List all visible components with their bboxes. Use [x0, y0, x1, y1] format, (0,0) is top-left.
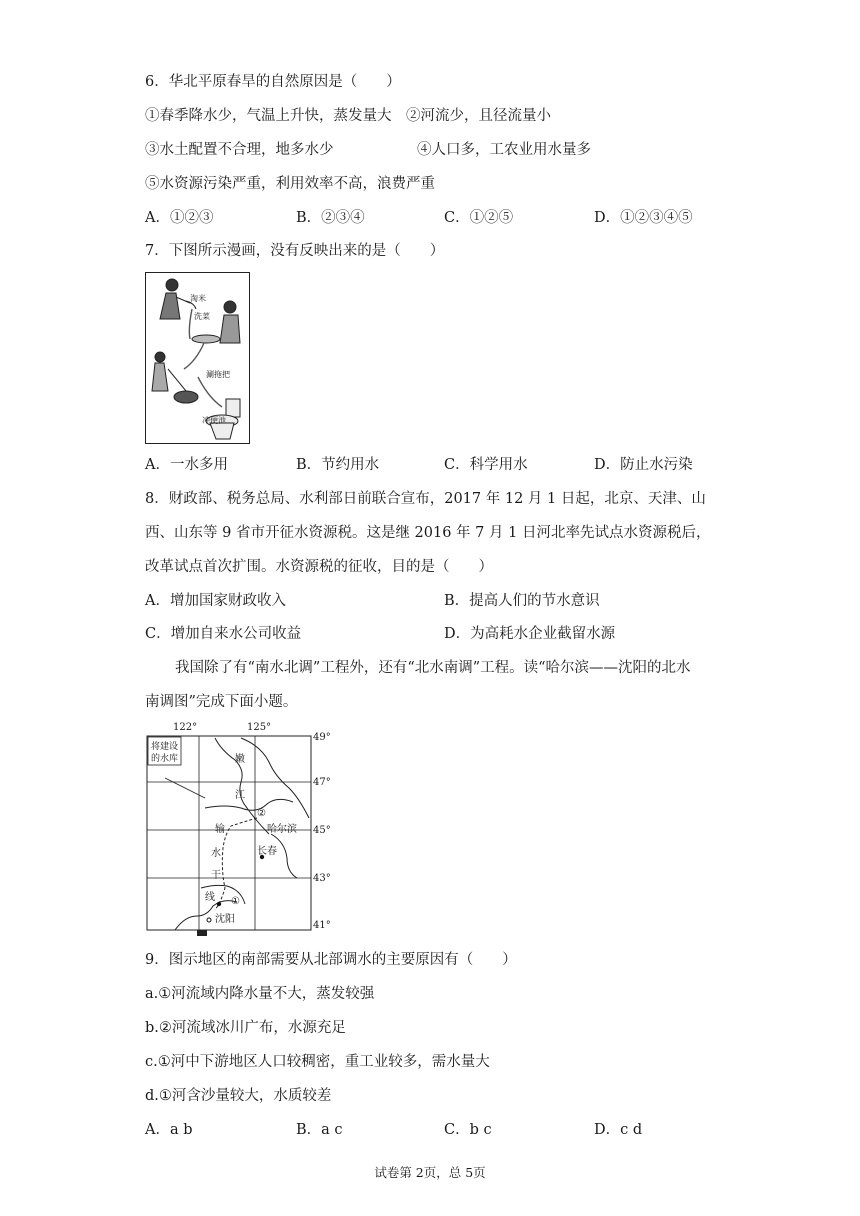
harbin-shenyang-water-diversion-map [145, 722, 345, 940]
q6-stem: 6．华北平原春旱的自然原因是（ ） [145, 74, 401, 90]
q9-option-a[interactable]: A．a b [145, 1122, 193, 1138]
q6-item-3: ③水土配置不合理，地多水少 [145, 142, 334, 158]
map-intro-line1: 我国除了有“南水北调”工程外，还有“北水南调”工程。读“哈尔滨——沈阳的北水 [175, 660, 691, 676]
cartoon-figure-girl [152, 352, 198, 403]
marker-2: ② [257, 808, 266, 819]
shenyang-dot [217, 902, 221, 906]
q8-option-a[interactable]: A．增加国家财政收入 [145, 593, 286, 609]
river-east [241, 738, 309, 818]
water-saving-cartoon [145, 272, 250, 444]
q8-stem-line2: 西、山东等 9 省市开征水资源税。这是继 2016 年 7 月 1 日河北率先试点水资源税后， [145, 525, 711, 541]
label-changchun: 长春 [257, 846, 277, 857]
label-jiang: 江 [235, 790, 245, 801]
reservoir-icon [197, 930, 207, 936]
q6-option-d[interactable]: D．①②③④⑤ [594, 210, 693, 226]
label-harbin: 哈尔滨 [267, 824, 297, 835]
label-gan: 干 [211, 870, 221, 881]
small-city-dot [207, 918, 211, 922]
cartoon-label-vegetables: 洗菜 [194, 312, 210, 321]
legend-text-line2: 的水库 [151, 754, 179, 764]
lon-label-122: 122° [173, 722, 198, 733]
cartoon-figure-man [192, 301, 240, 343]
lat-label-45: 45° [313, 825, 331, 836]
cartoon-label-rice: 淘米 [190, 294, 206, 303]
q7-option-a[interactable]: A．一水多用 [145, 457, 228, 473]
label-shui: 水 [211, 848, 221, 859]
q6-option-c[interactable]: C．①②⑤ [444, 210, 514, 226]
q6-item-line1: ①春季降水少，气温上升快，蒸发量大 ②河流少，且径流量小 [145, 108, 551, 124]
q7-option-d[interactable]: D．防止水污染 [594, 457, 693, 473]
q7-stem: 7．下图所示漫画，没有反映出来的是（ ） [145, 243, 445, 259]
cartoon-label-toilet: 冲便池 [202, 416, 226, 425]
q9-item-b: b.②河流域冰川广布，水源充足 [145, 1020, 346, 1036]
marker-1: ① [231, 896, 240, 907]
cartoon-label-mop: 涮拖把 [206, 370, 230, 379]
label-nen: 嫩 [235, 754, 245, 765]
q8-option-c[interactable]: C．增加自来水公司收益 [145, 626, 302, 642]
q8-option-d[interactable]: D．为高耗水企业截留水源 [444, 626, 616, 642]
q9-option-c[interactable]: C．b c [444, 1122, 492, 1138]
lat-label-47: 47° [313, 777, 331, 788]
songhua-river [205, 799, 293, 810]
q6-option-b[interactable]: B．②③④ [296, 210, 365, 226]
q6-option-a[interactable]: A．①②③ [145, 210, 214, 226]
label-shu: 输 [215, 824, 225, 835]
lon-label-125: 125° [247, 722, 272, 733]
q9-item-a: a.①河流域内降水量不大，蒸发较强 [145, 986, 375, 1002]
q9-stem: 9．图示地区的南部需要从北部调水的主要原因有（ ） [145, 952, 517, 968]
q7-option-b[interactable]: B．节约用水 [296, 457, 380, 473]
legend-text-line1: 将建设 [151, 742, 179, 752]
map-intro-line2: 南调图”完成下面小题。 [145, 694, 298, 710]
q6-item-4: ④人口多，工农业用水量多 [417, 142, 591, 158]
lat-label-49: 49° [313, 732, 331, 743]
q9-item-d: d.①河含沙量较大，水质较差 [145, 1088, 332, 1104]
label-xian: 线 [205, 892, 215, 903]
lat-label-41: 41° [313, 920, 331, 931]
q9-item-c: c.①河中下游地区人口较稠密，重工业较多，需水量大 [145, 1054, 490, 1070]
lat-label-43: 43° [313, 873, 331, 884]
q8-stem-line1: 8．财政部、税务总局、水利部日前联合宣布，2017 年 12 月 1 日起，北京、天津、山 [145, 491, 706, 507]
q8-stem-line3: 改革试点首次扩围。水资源税的征收，目的是（ ） [145, 559, 493, 575]
q8-option-b[interactable]: B．提高人们的节水意识 [444, 593, 600, 609]
q7-option-c[interactable]: C．科学用水 [444, 457, 528, 473]
q6-item-5: ⑤水资源污染严重，利用效率不高，浪费严重 [145, 176, 435, 192]
page-footer: 试卷第 2页，总 5页 [374, 1165, 486, 1180]
label-shenyang: 沈阳 [215, 914, 235, 925]
q9-option-b[interactable]: B．a c [296, 1122, 343, 1138]
q9-option-d[interactable]: D．c d [594, 1122, 643, 1138]
